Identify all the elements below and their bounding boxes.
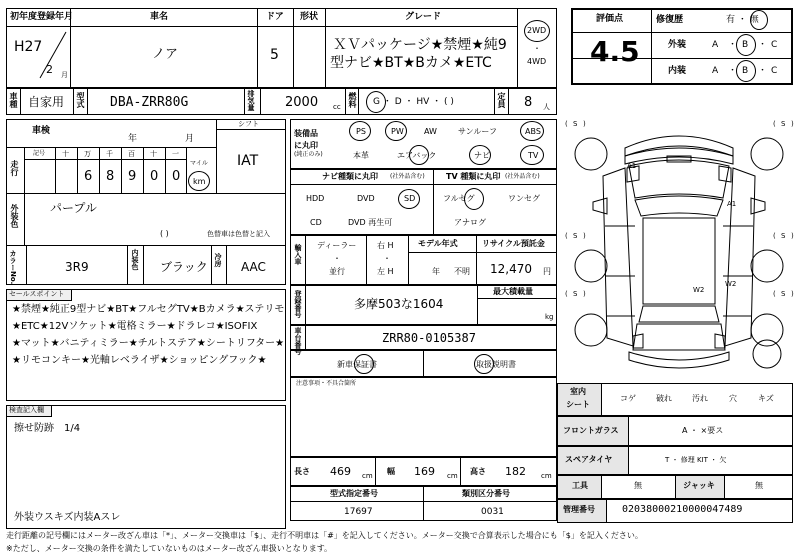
- car-damage-diagram: [563, 106, 795, 378]
- ext-color-value: パープル: [50, 201, 97, 215]
- repair-circle: [750, 10, 768, 30]
- equip-sunroof: サンルーフ: [458, 127, 497, 136]
- tv-oneseg: ワンセグ: [508, 194, 540, 203]
- first-reg-label: 初年度登録年月: [10, 12, 74, 22]
- windshield-options: A ・ ×要ス: [682, 426, 724, 435]
- notes-box: [290, 377, 557, 457]
- ext-grade-b: B: [742, 40, 749, 50]
- ext-color-label: 外装色: [10, 204, 19, 228]
- drive-dot: ・: [533, 44, 541, 53]
- inspection-year-unit: 年: [128, 134, 138, 144]
- color-no-value: 3R9: [65, 260, 89, 274]
- import-left-h: 左 H: [377, 267, 394, 276]
- grade-line1: ＸＶパッケージ★禁煙★純9: [333, 37, 507, 53]
- svg-text:): ): [791, 290, 794, 298]
- class-no-label: 類別区分番号: [462, 489, 510, 498]
- ac-label: 冷房: [214, 253, 222, 267]
- height-unit: cm: [541, 472, 552, 480]
- length-value: 469: [330, 465, 351, 478]
- seat-stain: 汚れ: [692, 394, 708, 403]
- mileage-code-label: 記号: [33, 150, 46, 157]
- recycle-label: リサイクル預託金: [482, 239, 545, 248]
- equip-tv: TV: [528, 151, 539, 160]
- inspection-month-unit: 月: [185, 134, 195, 144]
- mgmt-label: 管理番号: [563, 505, 595, 514]
- mgmt-value: 02038000210000047489: [622, 504, 743, 515]
- fuel-circle: [366, 91, 386, 113]
- repair-options: 有 ・ 無: [726, 15, 759, 25]
- equip-abs: ABS: [525, 127, 541, 136]
- import-dealer: ディーラー: [317, 241, 357, 250]
- inspection-label: 車検: [32, 126, 51, 136]
- int-grade-a: A: [712, 66, 719, 76]
- diagram-paren-tl: (: [565, 120, 568, 128]
- diagram-mark-w2-right: W2: [725, 280, 737, 288]
- digit-label-2: 千: [106, 150, 113, 158]
- shift-label: シフト: [238, 120, 259, 128]
- svg-text:): ): [583, 232, 586, 240]
- disp-value: 2000: [285, 95, 319, 110]
- inspector-bottom-text: 外装ウスキズ内装Aスレ: [14, 512, 121, 523]
- seat-label-2: シート: [566, 400, 590, 409]
- km-label: km: [193, 177, 206, 186]
- disp-label: 排気量: [247, 90, 255, 111]
- tv-type-label: TV 種類に丸印: [446, 172, 501, 181]
- svg-text:): ): [791, 120, 794, 128]
- ac-value: AAC: [241, 260, 266, 274]
- ext-color-note: 色替車は色替と記入: [207, 230, 270, 238]
- reg-month-unit: 月: [61, 71, 68, 79]
- mile-label: マイル: [190, 160, 208, 167]
- model-year-unit: 年: [432, 267, 440, 276]
- height-label: 高さ: [470, 467, 486, 476]
- ext-grade-circle: [736, 34, 756, 56]
- diagram-paren-br: (: [773, 290, 776, 298]
- use-label: 車種: [9, 92, 18, 108]
- shift-value: IAT: [237, 153, 259, 169]
- windshield-label: フロントガラス: [563, 426, 619, 435]
- tv-fullseg: フルセグ: [443, 194, 475, 203]
- int-grade-circle: [736, 60, 756, 82]
- int-color-label: 内装色: [131, 249, 139, 270]
- color-no-label: カラーNo.: [9, 250, 17, 285]
- score-label: 評価点: [596, 14, 624, 24]
- use-value: 自家用: [28, 95, 65, 109]
- reg-era-year: H27: [14, 39, 43, 55]
- drive-4wd: 4WD: [527, 57, 547, 66]
- manual-book: 取扱説明書: [476, 360, 516, 369]
- digit-label-1: 万: [84, 150, 91, 158]
- mileage-label: 走行: [10, 160, 19, 176]
- seat-scratch: キズ: [758, 394, 774, 403]
- grade-label: グレード: [405, 12, 442, 22]
- model-value: DBA-ZRR80G: [110, 95, 189, 110]
- model-year-unknown: 不明: [454, 267, 470, 276]
- doors-label: ドア: [266, 12, 284, 22]
- mileage-digit-1: 6: [84, 169, 93, 184]
- km-circle: [188, 171, 210, 191]
- grade-line2: 型ナビ★BT★Bカメ★ETC: [330, 55, 492, 71]
- chassis-label: 車台番号: [294, 327, 302, 355]
- reg-month: 2: [46, 63, 53, 76]
- drive-2wd: 2WD: [527, 26, 547, 35]
- svg-text:): ): [583, 120, 586, 128]
- capacity-label: 定員: [497, 92, 506, 108]
- equip-leather: 本革: [353, 151, 369, 160]
- seat-label-1: 室内: [570, 387, 586, 396]
- reg-no-value: 多摩503な1604: [354, 297, 444, 311]
- navi-type-label: ナビ種類に丸印: [322, 172, 378, 181]
- width-unit: cm: [447, 472, 458, 480]
- mileage-digit-2: 8: [106, 169, 115, 184]
- doors-value: 5: [270, 47, 279, 63]
- class-no-value: 0031: [481, 507, 504, 517]
- navi-sd: SD: [404, 194, 416, 203]
- int-grade-b: B: [742, 66, 749, 76]
- digit-label-4: 十: [150, 150, 157, 158]
- sales-point-line-1: ★禁煙★純正9型ナビ★BT★フルセグTV★Bカメラ★ステリモ: [12, 304, 285, 315]
- mileage-digit-5: 0: [172, 169, 181, 184]
- footer-note-1: 走行距離の記号欄にはメーター改ざん車は「*」、メーター交換車は「$」、走行不明車は「#」を記入してください。メーター交換で合算表示した場合にも「$」を記入ください。: [6, 531, 643, 540]
- disp-unit: cc: [333, 103, 341, 111]
- diagram-mark-a1-left: A1: [627, 162, 637, 170]
- equip-pw: PW: [391, 127, 404, 136]
- diagram-mark-s-tl: S: [573, 120, 578, 128]
- capacity-value: 8: [524, 95, 533, 110]
- jack-value: 無: [755, 481, 763, 490]
- width-value: 169: [414, 465, 435, 478]
- diagram-mark-a1-right: A1: [727, 200, 737, 208]
- navi-dvd-play: DVD 再生可: [348, 218, 393, 227]
- diagram-mark-w2-center: W2: [693, 286, 705, 294]
- reg-no-label: 登録番号: [294, 290, 302, 318]
- mileage-digit-3: 9: [128, 169, 137, 184]
- diagram-paren-tr: (: [773, 120, 776, 128]
- equipment-sub: (純正のみ): [294, 151, 323, 158]
- import-label: 輸入車: [294, 244, 302, 265]
- digit-label-0: 十: [62, 150, 69, 158]
- score-value: 4.5: [590, 35, 640, 68]
- seat-tear: 破れ: [656, 394, 672, 403]
- equip-aw: AW: [424, 127, 437, 136]
- max-load-unit: kg: [545, 313, 554, 321]
- inspector-line-1: 擦せ防跡 1/4: [14, 423, 81, 434]
- sales-point-line-4: ★リモコンキー★光軸レベライザ★ショッピングフック★: [12, 355, 267, 366]
- inspector-label: 検査記入欄: [9, 406, 44, 414]
- diagram-mark-s-ml: S: [573, 232, 578, 240]
- mileage-digit-4: 0: [150, 169, 159, 184]
- shape-label: 形状: [300, 12, 319, 22]
- spare-tire-label: スペアタイヤ: [565, 455, 613, 464]
- new-warranty: 新車保証書: [337, 360, 377, 369]
- footer-note-2: ※ただし、メーター交換の条件を満たしていないものはメーター改ざん車扱いとなります。: [6, 544, 333, 553]
- max-load-label: 最大積載量: [493, 287, 533, 296]
- equip-airbag: エアバック: [397, 151, 437, 160]
- svg-text:): ): [791, 232, 794, 240]
- digit-label-5: 一: [172, 150, 179, 158]
- height-value: 182: [505, 465, 526, 478]
- navi-type-sub: (社外品含む): [390, 173, 425, 180]
- model-year-label: モデル年式: [418, 239, 458, 248]
- jack-label: ジャッキ: [683, 481, 715, 490]
- navi-cd: CD: [310, 218, 322, 227]
- equipment-label: 装備品に丸印: [294, 129, 318, 150]
- car-name-value: ノア: [152, 47, 179, 62]
- tools-label: 工具: [572, 481, 588, 490]
- car-name-label: 車名: [150, 12, 169, 22]
- digit-label-3: 百: [128, 150, 135, 158]
- ext-color-paren: ( ): [160, 229, 169, 238]
- int-color-value: ブラック: [160, 260, 208, 274]
- tv-analog: アナログ: [454, 218, 486, 227]
- tools-value: 無: [634, 481, 642, 490]
- int-grade-c: C: [771, 66, 778, 76]
- repair-label: 修復歴: [656, 15, 684, 25]
- recycle-unit: 円: [543, 267, 551, 276]
- navi-hdd: HDD: [306, 194, 325, 203]
- equip-navi: ナビ: [474, 151, 490, 160]
- capacity-unit: 人: [543, 103, 550, 111]
- diagram-mark-s-mr: S: [781, 232, 786, 240]
- ext-grade-label: 外装: [668, 40, 687, 50]
- import-right-h: 右 H: [377, 241, 394, 250]
- import-parallel: 並行: [329, 267, 345, 276]
- navi-dvd: DVD: [357, 194, 375, 203]
- diagram-paren-mr: (: [773, 232, 776, 240]
- sales-point-line-2: ★ETC★12Vソケット★電格ミラー★ドラレコ★ISOFIX: [12, 321, 258, 332]
- fuel-label: 燃料: [348, 92, 357, 108]
- diagram-mark-s-tr: S: [781, 120, 786, 128]
- int-grade-label: 内装: [668, 66, 687, 76]
- diagram-mark-s-br: S: [781, 290, 786, 298]
- diagram-paren-bl: (: [565, 290, 568, 298]
- diagram-paren-ml: (: [565, 232, 568, 240]
- width-label: 幅: [387, 467, 395, 476]
- ext-grade-c: C: [771, 40, 778, 50]
- sales-point-label: セールスポイント: [9, 290, 65, 298]
- length-label: 長さ: [294, 467, 310, 476]
- tv-type-sub: (社外品含む): [505, 173, 540, 180]
- sales-point-line-3: ★マット★バニティミラー★チルトステア★シートリフター★: [12, 338, 285, 349]
- model-label: 型式: [76, 92, 85, 108]
- spare-tire-options: T ・ 修理 KIT ・ 欠: [665, 456, 727, 464]
- ext-grade-a: A: [712, 40, 719, 50]
- row2-table: [6, 88, 557, 115]
- type-approval-label: 型式指定番号: [330, 489, 378, 498]
- notes-label: 注意事項・不具合箇所: [296, 380, 357, 387]
- chassis-value: ZRR80-0105387: [382, 331, 476, 345]
- type-approval-value: 17697: [344, 507, 373, 517]
- seat-hole: 穴: [729, 394, 737, 403]
- seat-burn: コゲ: [620, 394, 636, 403]
- diagram-mark-s-bl: S: [573, 290, 578, 298]
- fuel-options: G ・ D ・ HV ・ ( ): [373, 97, 454, 107]
- length-unit: cm: [362, 472, 373, 480]
- equip-ps: PS: [356, 127, 366, 136]
- recycle-value: 12,470: [490, 262, 532, 276]
- svg-text:): ): [583, 290, 586, 298]
